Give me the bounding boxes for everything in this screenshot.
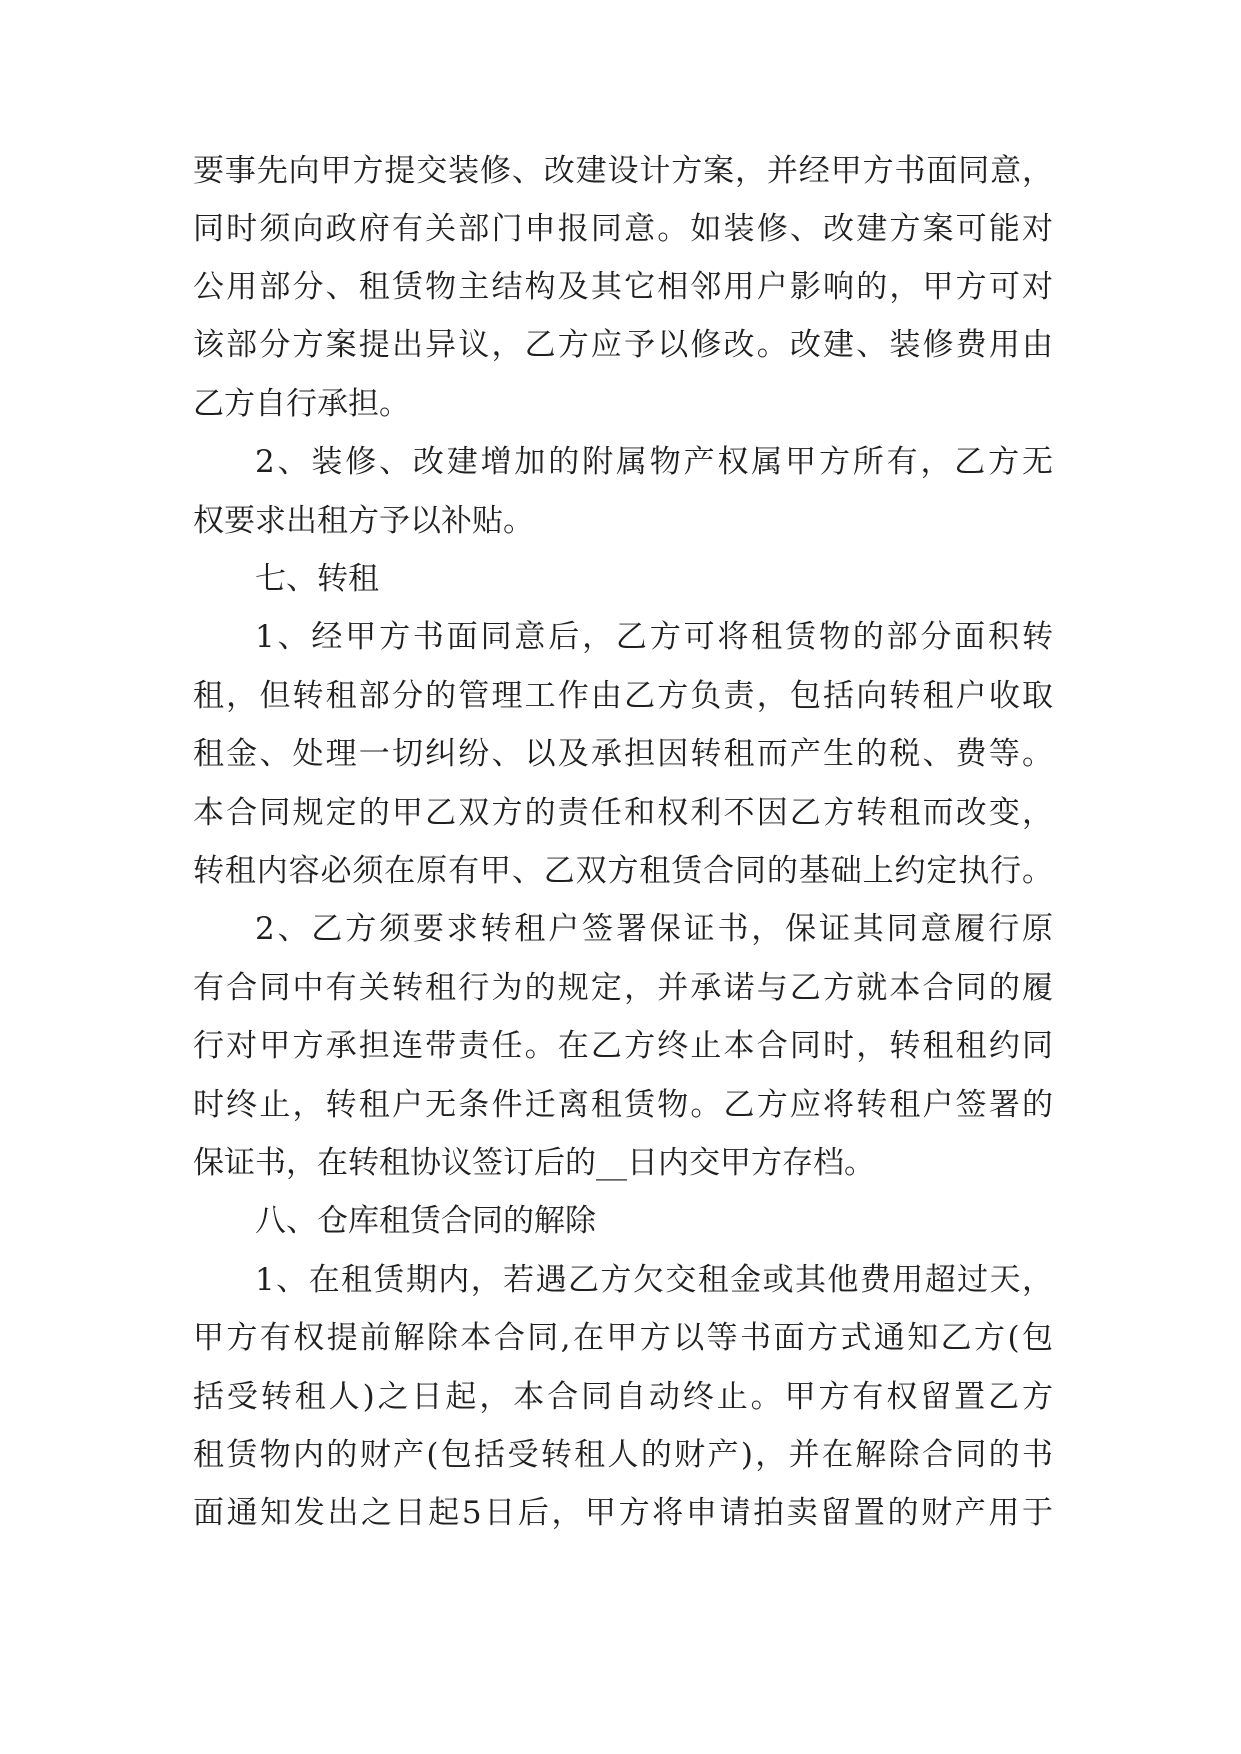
text-line: 公用部分、租赁物主结构及其它相邻用户影响的，甲方可对 [193,269,1053,305]
text-line: 保证书，在转租协议签订后的__日内交甲方存档。 [193,1145,875,1181]
text-line: 租赁物内的财产(包括受转租人的财产)，并在解除合同的书 [193,1437,1053,1473]
text-line: 甲方有权提前解除本合同,在甲方以等书面方式通知乙方(包 [193,1320,1053,1356]
text-line: 转租内容必须在原有甲、乙双方租赁合同的基础上约定执行。 [193,853,1053,889]
text-line: 1、经甲方书面同意后，乙方可将租赁物的部分面积转 [255,619,1053,655]
text-line: 同时须向政府有关部门申报同意。如装修、改建方案可能对 [193,211,1053,247]
text-line: 括受转租人)之日起，本合同自动终止。甲方有权留置乙方 [193,1379,1053,1415]
text-line: 时终止，转租户无条件迁离租赁物。乙方应将转租户签署的 [193,1087,1053,1123]
text-line: 行对甲方承担连带责任。在乙方终止本合同时，转租租约同 [193,1028,1053,1064]
text-line: 该部分方案提出异议，乙方应予以修改。改建、装修费用由 [193,327,1053,363]
text-line: 要事先向甲方提交装修、改建设计方案，并经甲方书面同意， [193,153,1053,189]
text-line: 2、装修、改建增加的附属物产权属甲方所有，乙方无 [255,444,1053,480]
text-line: 本合同规定的甲乙双方的责任和权利不因乙方转租而改变， [193,795,1053,831]
text-line: 1、在租赁期内，若遇乙方欠交租金或其他费用超过天， [255,1262,1053,1298]
text-line: 乙方自行承担。 [193,386,410,422]
text-line: 面通知发出之日起5日后，甲方将申请拍卖留置的财产用于 [193,1495,1053,1531]
text-line: 租，但转租部分的管理工作由乙方负责，包括向转租户收取 [193,678,1053,714]
text-line: 有合同中有关转租行为的规定，并承诺与乙方就本合同的履 [193,970,1053,1006]
text-line: 租金、处理一切纠纷、以及承担因转租而产生的税、费等。 [193,736,1053,772]
section-heading: 七、转租 [255,561,379,597]
text-line: 权要求出租方予以补贴。 [193,503,534,539]
text-line: 2、乙方须要求转租户签署保证书，保证其同意履行原 [255,911,1053,947]
section-heading: 八、仓库租赁合同的解除 [255,1203,596,1239]
